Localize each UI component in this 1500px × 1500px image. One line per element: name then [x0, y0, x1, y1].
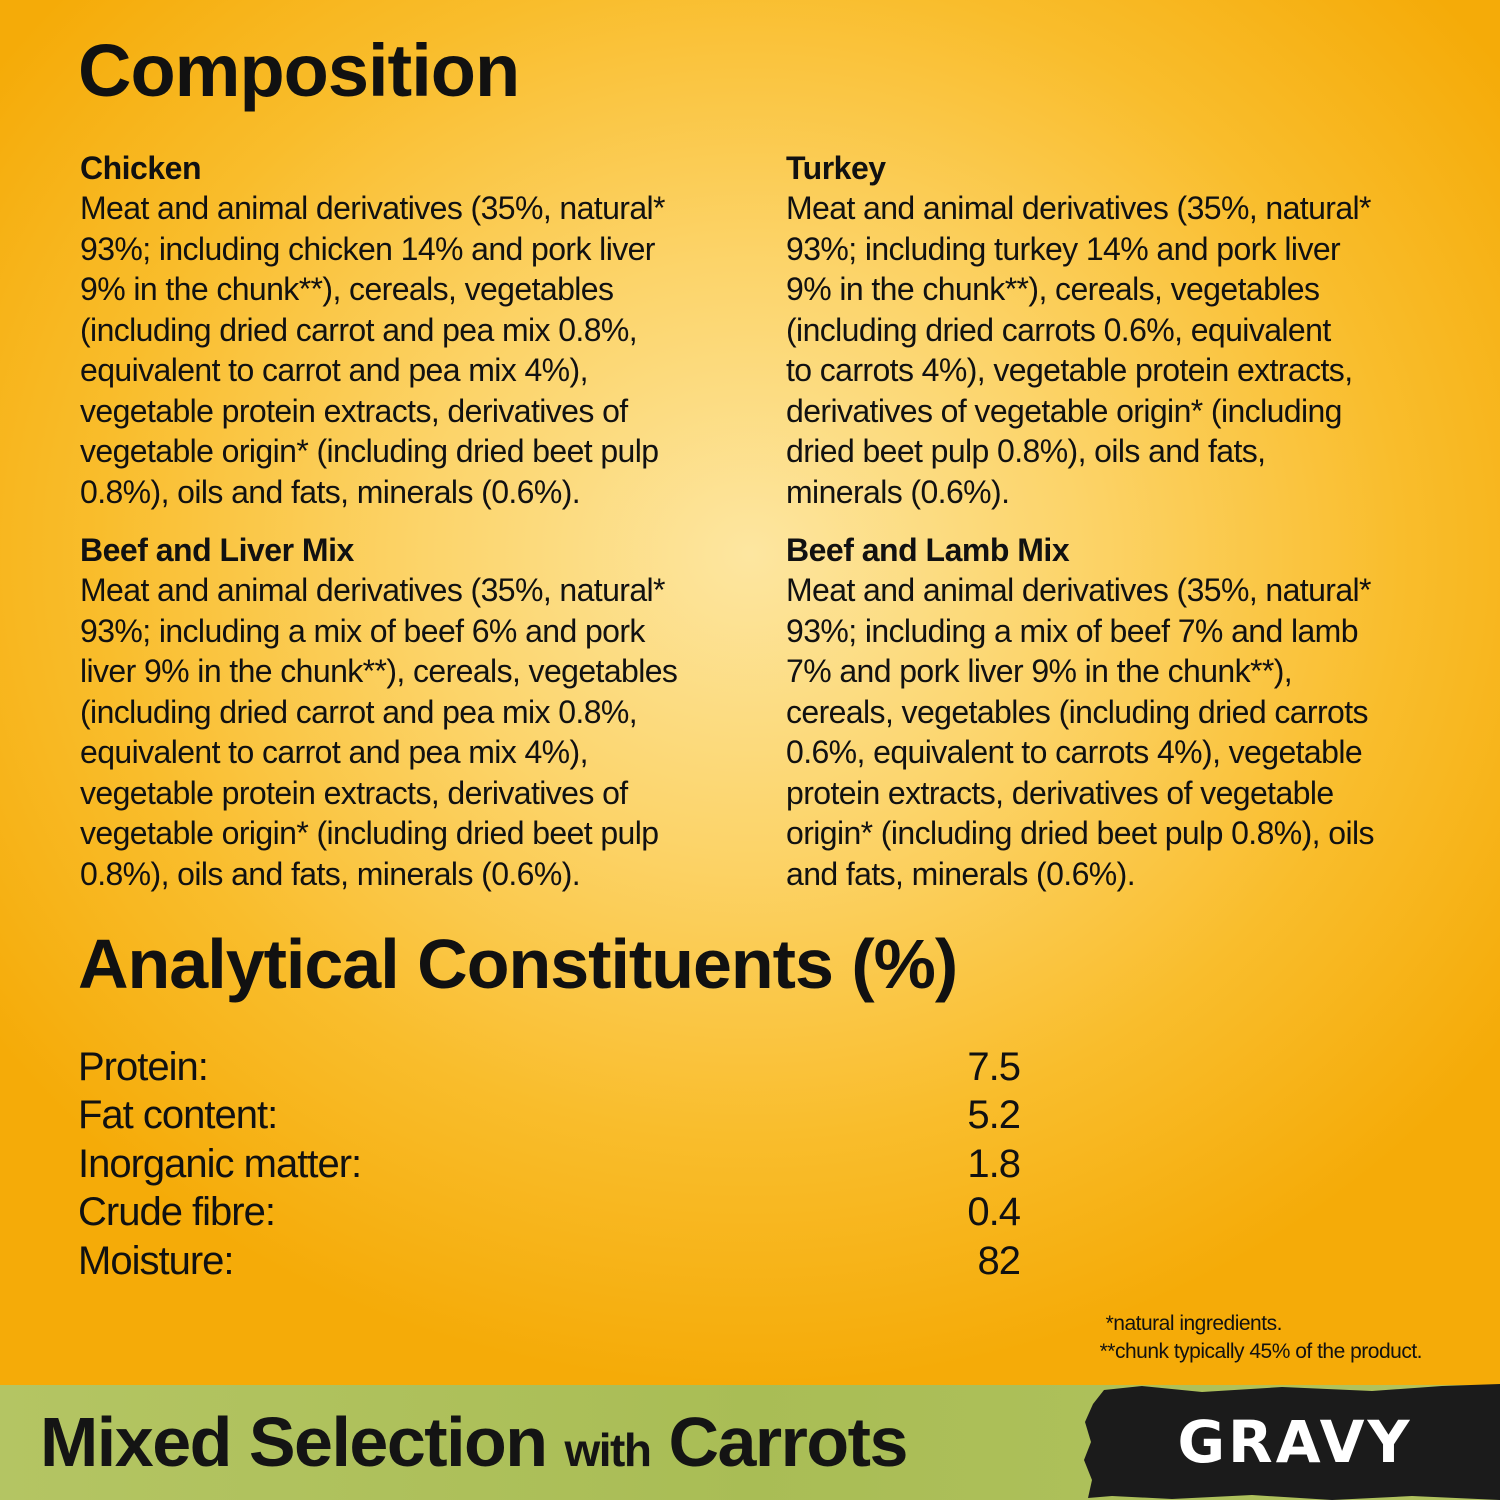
footnotes: [1100, 1310, 1422, 1366]
constituent-value: 1.8: [967, 1141, 1020, 1186]
recipe-name: Beef and Liver Mix: [80, 532, 354, 568]
recipe-turkey: [786, 148, 1446, 512]
composition-title: Composition: [78, 29, 520, 112]
constituent-value: 0.4: [967, 1190, 1020, 1235]
constituent-value: 7.5: [967, 1044, 1020, 1089]
recipe-name: Chicken: [80, 150, 201, 186]
recipe-name: Beef and Lamb Mix: [786, 532, 1070, 568]
analytical-table: [78, 1043, 1020, 1286]
constituent-row-fibre: [78, 1189, 1020, 1238]
recipe-chicken: [80, 148, 740, 512]
product-name: [40, 1392, 907, 1500]
constituent-row-moisture: [78, 1237, 1020, 1286]
analytical-title: Analytical Constituents (%): [78, 925, 958, 1003]
recipe-name: Turkey: [786, 150, 886, 186]
product-name-part2: Carrots: [668, 1403, 907, 1481]
constituent-label: Protein:: [78, 1044, 208, 1089]
product-name-with: with: [564, 1424, 651, 1476]
gravy-label: GRAVY: [1177, 1408, 1413, 1476]
constituent-value: 82: [977, 1238, 1020, 1283]
constituent-label: Crude fibre:: [78, 1190, 275, 1235]
recipe-text: Meat and animal derivatives (35%, natural* 93%; including turkey 14% and pork liver 9% in the chunk**), cereals, vegetables (including dried carrots 0.6%, equivalent to carrots 4%), vegetable protein extracts, derivatives of vegetable origin* (including dried beet pulp 0.8%), oils and fats, minerals (0.6%).: [786, 190, 1371, 510]
constituent-row-protein: [78, 1043, 1020, 1092]
constituent-label: Inorganic matter:: [78, 1141, 362, 1186]
product-name-part1: Mixed Selection: [40, 1403, 547, 1481]
footnote-natural: *natural ingredients.: [1105, 1312, 1282, 1335]
footnote-chunk: **chunk typically 45% of the product.: [1099, 1340, 1422, 1363]
recipe-text: Meat and animal derivatives (35%, natural* 93%; including a mix of beef 6% and pork liver 9% in the chunk**), cereals, vegetables (including dried carrot and pea mix 0.8%, equivalent to carrot and pea mix 4%), vegetable protein extracts, derivatives of vegetable origin* (including dried beet pulp 0.8%), oils and fats, minerals (0.6%).: [80, 572, 678, 892]
gravy-tag: [1082, 1384, 1500, 1500]
recipe-beef-and-lamb-mix: [786, 530, 1446, 894]
constituent-label: Fat content:: [78, 1093, 278, 1138]
recipe-text: Meat and animal derivatives (35%, natural* 93%; including a mix of beef 7% and lamb 7% and pork liver 9% in the chunk**), cereals, vegetables (including dried carrots 0.6%, equivalent to carrots 4%), vegetable protein extracts, derivatives of vegetable origin* (including dried beet pulp 0.8%), oils and fats, minerals (0.6%).: [786, 572, 1374, 892]
constituent-value: 5.2: [967, 1093, 1020, 1138]
constituent-row-inorganic: [78, 1140, 1020, 1189]
recipe-beef-and-liver-mix: [80, 530, 740, 894]
constituent-row-fat: [78, 1092, 1020, 1141]
constituent-label: Moisture:: [78, 1238, 234, 1283]
recipe-text: Meat and animal derivatives (35%, natural* 93%; including chicken 14% and pork liver 9% in the chunk**), cereals, vegetables (including dried carrot and pea mix 0.8%, equivalent to carrot and pea mix 4%), vegetable protein extracts, derivatives of vegetable origin* (including dried beet pulp 0.8%), oils and fats, minerals (0.6%).: [80, 190, 665, 510]
